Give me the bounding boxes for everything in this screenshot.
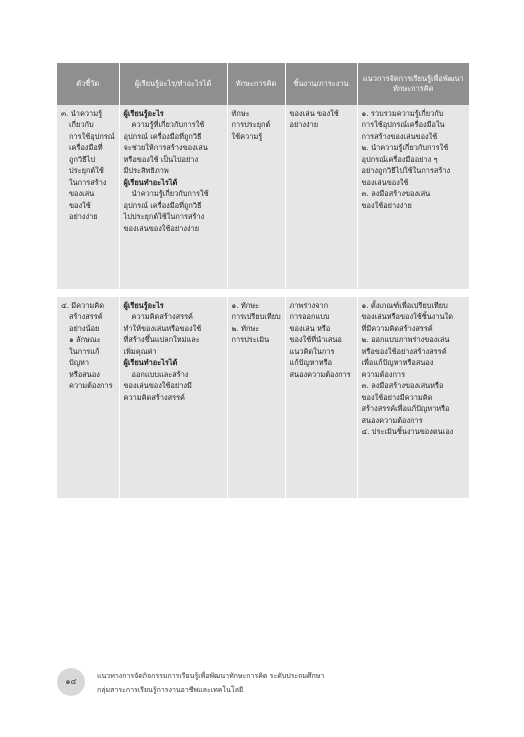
text-line: ในการแก้ [69, 346, 100, 356]
text-line: สนองความต้องการ [361, 415, 423, 425]
text-line: อย่างน้อย [69, 323, 100, 333]
subheading-what-learn: ผู้เรียนรู้อะไร [123, 109, 164, 118]
page-number: ๑๔ [57, 668, 85, 696]
text-line: สนองความต้องการ [289, 369, 351, 379]
text-line: หรือของใช้ เป็นไปอย่าง [123, 154, 199, 164]
text-line: ของเล่นของใช้อย่างมี [123, 381, 192, 391]
subheading-what-do: ผู้เรียนทำอะไรได้ [123, 358, 178, 368]
text-line: ปัญหา [69, 358, 90, 368]
text-line: เพิ่มคุณค่า [123, 346, 157, 356]
text-line: แนวคิดในการ [289, 346, 335, 356]
text-line: เพื่อแก้ปัญหาหรือสนอง [361, 358, 434, 368]
text-line: ของใช้อย่างมีความคิด [361, 392, 433, 402]
text-line: ภาพร่างจาก [289, 301, 329, 310]
text-line: การสร้างของเล่นของใช้ [361, 131, 438, 141]
header-learning: ผู้เรียนรู้อะไร/ทำอะไรได้ [119, 63, 227, 105]
text-line: ๑. ทักษะ [231, 301, 260, 310]
text-line: อุปกรณ์เครื่องมืออย่าง ๆ [361, 154, 438, 164]
subheading-what-learn: ผู้เรียนรู้อะไร [123, 301, 164, 310]
cell-indicator [57, 105, 119, 293]
text-line: แก้ปัญหาหรือ [289, 358, 333, 368]
cell-learning [119, 105, 227, 293]
text-line: ในการสร้าง [69, 177, 107, 187]
text-line: การใช้อุปกรณ์เครื่องมือใน [361, 120, 445, 130]
cell-approach [357, 293, 469, 498]
text-line: ของใช้ [69, 200, 91, 210]
text-line: ของเล่น [69, 189, 95, 199]
text-line: ใช้ความรู้ [231, 131, 263, 141]
text-line: ของเล่นของใช้อย่างง่าย [123, 223, 200, 233]
text-line: ๑ ลักษณะ [69, 335, 101, 345]
cell-thinking-skill [227, 105, 285, 293]
text-line: ความต้องการ [361, 369, 406, 379]
text-line: ๓. ลงมือสร้างของเล่น [361, 189, 431, 199]
text-line: ๔. ประเมินชิ้นงานของตนเอง [361, 427, 454, 437]
text-line: การเปรียบเทียบ [231, 312, 281, 322]
text-line: จะช่วยให้การสร้างของเล่น [123, 143, 208, 153]
text-line: อุปกรณ์ เครื่องมือที่ถูกวิธี [123, 200, 202, 210]
cell-task [285, 105, 357, 293]
text-line: เครื่องมือที่ [69, 143, 103, 153]
text-line: นำความรู้เกี่ยวกับการใช้ [131, 189, 209, 199]
footer-book-title: แนวทางการจัดกิจกรรมการเรียนรู้เพื่อพัฒนาทักษะการคิด ระดับประถมศึกษา [97, 672, 325, 680]
cell-learning [119, 293, 227, 498]
text-line: มีประสิทธิภาพ [123, 166, 169, 176]
text-line: ที่มีความคิดสร้างสรรค์ [361, 323, 433, 333]
text-line: ไปประยุกต์ใช้ในการสร้าง [123, 212, 205, 222]
text-line: ๓. ลงมือสร้างของเล่นหรือ [361, 381, 444, 391]
text-line: หรือสนอง [69, 369, 100, 379]
cell-thinking-skill [227, 293, 285, 498]
text-line: ความคิดสร้างสรรค์ [131, 312, 193, 322]
cell-task [285, 293, 357, 498]
text-line: อุปกรณ์ เครื่องมือที่ถูกวิธี [123, 131, 202, 141]
table-row [57, 293, 469, 498]
text-line: ความต้องการ [69, 381, 113, 391]
table-row [57, 105, 469, 293]
text-line: ๒. นำความรู้เกี่ยวกับการใช้ [361, 143, 449, 153]
table-header-row [57, 63, 469, 105]
text-line: ๒. ทักษะ [231, 323, 260, 333]
header-indicator: ตัวชี้วัด [57, 63, 119, 105]
text-line: ของใช้อย่างง่าย [361, 200, 412, 210]
cell-approach [357, 105, 469, 293]
text-line: การใช้อุปกรณ์ [69, 131, 115, 141]
text-line: การออกแบบ [289, 312, 330, 322]
text-line: อย่างง่าย [289, 120, 319, 130]
page-footer [57, 658, 469, 704]
text-line: ๓. นำความรู้ [61, 109, 103, 118]
text-line: ออกแบบและสร้าง [131, 369, 189, 379]
text-line: ถูกวิธีไป [69, 154, 96, 164]
text-line: ทำให้ของเล่นหรือของใช้ [123, 323, 202, 333]
text-line: สร้างสรรค์เพื่อแก้ปัญหาหรือ [361, 404, 450, 414]
cell-indicator [57, 293, 119, 498]
text-line: ของเล่นของใช้ [361, 177, 409, 187]
text-line: การประเมิน [231, 335, 270, 345]
text-line: หรือของใช้อย่างสร้างสรรค์ [361, 346, 447, 356]
text-line: ของเล่นหรือของใช้ชิ้นงานใด [361, 312, 453, 322]
text-line: เกี่ยวกับ [69, 120, 94, 130]
text-line: ความรู้ที่เกี่ยวกับการใช้ [131, 120, 205, 130]
text-line: ๔. มีความคิด [61, 301, 105, 310]
subheading-what-do: ผู้เรียนทำอะไรได้ [123, 177, 178, 187]
header-task: ชิ้นงาน/ภาระงาน [285, 63, 357, 105]
text-line: ของเล่น ของใช้ [289, 109, 339, 118]
text-line: ๒. ออกแบบภาพร่างของเล่น [361, 335, 450, 345]
header-thinking-skill: ทักษะการคิด [227, 63, 285, 105]
text-line: ของเล่น หรือ [289, 323, 331, 333]
text-line: สร้างสรรค์ [69, 312, 103, 322]
header-approach: แนวการจัดการเรียนรู้เพื่อพัฒนาทักษะการคิด [357, 63, 469, 105]
curriculum-table [57, 63, 469, 498]
text-line: ที่สร้างขึ้นแปลกใหม่และ [123, 335, 200, 345]
text-line: การประยุกต์ [231, 120, 271, 130]
footer-subject-group: กลุ่มสาระการเรียนรู้การงานอาชีพและเทคโนโลยี [97, 686, 244, 694]
text-line: ของใช้ที่นำเสนอ [289, 335, 342, 345]
text-line: ทักษะ [231, 109, 250, 118]
text-line: ๑. รวบรวมความรู้เกี่ยวกับ [361, 109, 444, 118]
text-line: อย่างง่าย [69, 212, 98, 222]
text-line: ความคิดสร้างสรรค์ [123, 392, 185, 402]
text-line: อย่างถูกวิธีไปใช้ในการสร้าง [361, 166, 451, 176]
text-line: ๑. ตั้งเกณฑ์เพื่อเปรียบเทียบ [361, 301, 448, 310]
text-line: ประยุกต์ใช้ [69, 166, 104, 176]
